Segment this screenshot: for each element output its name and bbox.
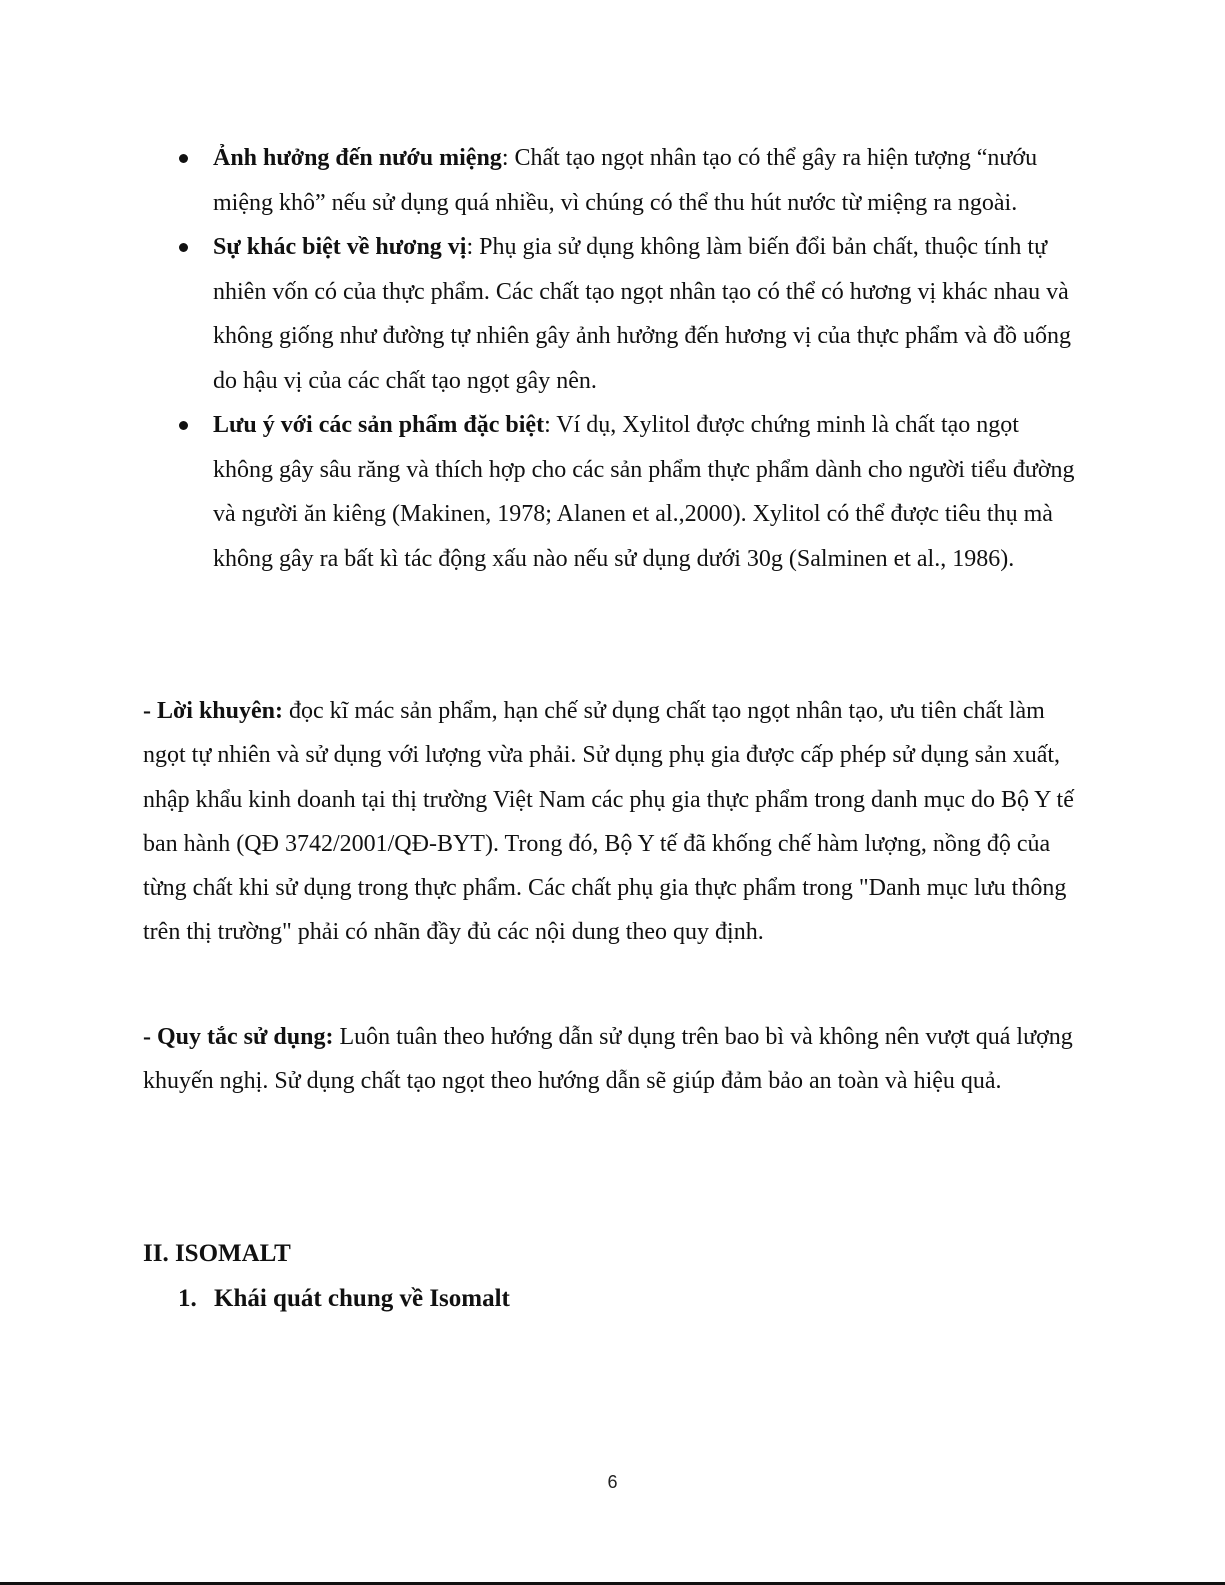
subsection-heading bbox=[178, 1283, 510, 1315]
bullet-term: Sự khác biệt về hương vị bbox=[213, 234, 467, 260]
usage-rules-label: - Quy tắc sử dụng: bbox=[143, 1024, 334, 1050]
subsection-title: Khái quát chung về Isomalt bbox=[214, 1285, 510, 1312]
advice-label: - Lời khuyên: bbox=[143, 698, 283, 724]
bullet-text: : Ví dụ, Xylitol được chứng minh là chất tạo ngọt không gây sâu răng và thích hợp cho các sản phẩm thực phẩm dành cho người tiểu đường và người ăn kiêng (Makinen, 1978; Alanen et al.,2000). Xylitol có thể được tiêu thụ mà không gây ra bất kì tác động xấu nào nếu sử dụng dưới 30g (Salminen et al., 1986). bbox=[213, 412, 1075, 572]
advice-paragraph bbox=[143, 689, 1078, 955]
advice-text: đọc kĩ mác sản phẩm, hạn chế sử dụng chất tạo ngọt nhân tạo, ưu tiên chất làm ngọt tự nhiên và sử dụng với lượng vừa phải. Sử dụng phụ gia được cấp phép sử dụng sản xuất, nhập khẩu kinh doanh tại thị trường Việt Nam các phụ gia thực phẩm trong danh mục do Bộ Y tế ban hành (QĐ 3742/2001/QĐ-BYT). Trong đó, Bộ Y tế đã khống chế hàm lượng, nồng độ của từng chất khi sử dụng trong thực phẩm. Các chất phụ gia thực phẩm trong "Danh mục lưu thông trên thị trường" phải có nhãn đầy đủ các nội dung theo quy định. bbox=[143, 698, 1074, 946]
bullet-item-gum-effect bbox=[176, 136, 1076, 225]
page-number: 6 bbox=[607, 1472, 618, 1492]
section-heading: II. ISOMALT bbox=[143, 1240, 291, 1267]
bullet-dot-icon bbox=[179, 154, 188, 163]
bullet-text: : Chất tạo ngọt nhân tạo có thể gây ra hiện tượng “nướu miệng khô” nếu sử dụng quá nhiều, vì chúng có thể thu hút nước từ miệng ra ngoài. bbox=[213, 145, 1038, 216]
bullet-item-special-products bbox=[176, 403, 1076, 581]
bullet-term: Lưu ý với các sản phẩm đặc biệt bbox=[213, 412, 545, 438]
bullet-list bbox=[176, 136, 1076, 581]
bullet-dot-icon bbox=[179, 421, 188, 430]
subsection-number: 1. bbox=[178, 1285, 197, 1312]
bullet-term: Ảnh hưởng đến nướu miệng bbox=[213, 145, 502, 171]
bullet-dot-icon bbox=[179, 243, 188, 252]
bullet-text: : Phụ gia sử dụng không làm biến đổi bản chất, thuộc tính tự nhiên vốn có của thực phẩm. Các chất tạo ngọt nhân tạo có thể có hương vị khác nhau và không giống như đường tự nhiên gây ảnh hưởng đến hương vị của thực phẩm và đồ uống do hậu vị của các chất tạo ngọt gây nên. bbox=[213, 234, 1071, 394]
bullet-item-flavor-difference bbox=[176, 225, 1076, 403]
usage-rules-paragraph bbox=[143, 1015, 1078, 1104]
usage-rules-text: Luôn tuân theo hướng dẫn sử dụng trên bao bì và không nên vượt quá lượng khuyến nghị. Sử dụng chất tạo ngọt theo hướng dẫn sẽ giúp đảm bảo an toàn và hiệu quả. bbox=[143, 1024, 1073, 1095]
